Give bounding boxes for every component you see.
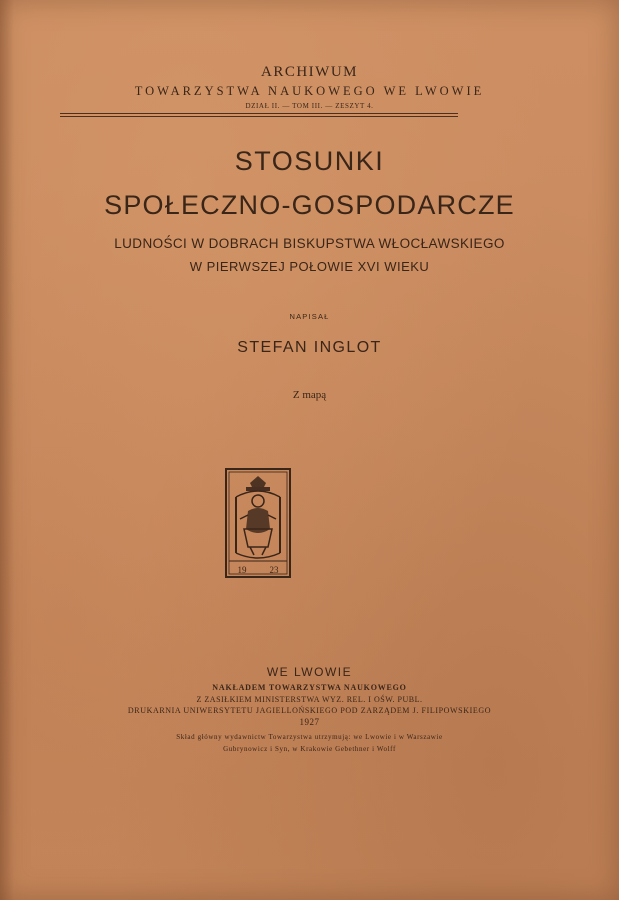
page-shadow-strip	[0, 0, 14, 900]
imprint-year: 1927	[299, 717, 320, 727]
imprint-place: WE LWOWIE	[266, 665, 353, 679]
title-line-1: STOSUNKI	[234, 146, 385, 176]
imprint-publisher-line-2: Z ZASIŁKIEM MINISTERSTWA WYZ. REL. I OŚW. PUBL.	[196, 695, 423, 704]
subtitle-line-2: W PIERWSZEJ POŁOWIE XVI WIEKU	[189, 259, 430, 274]
byline-label: NAPISAŁ	[289, 312, 330, 321]
series-title: ARCHIWUM	[261, 64, 358, 80]
publisher-emblem-icon	[224, 467, 292, 579]
imprint-printer-line: DRUKARNIA UNIWERSYTETU JAGIELLOŃSKIEGO POD ZARZĄDEM J. FILIPOWSKIEGO	[127, 706, 492, 715]
series-subtitle: TOWARZYSTWA NAUKOWEGO WE LWOWIE	[134, 84, 485, 98]
issue-line: DZIAŁ II. — TOM III. — ZESZYT 4.	[245, 102, 374, 110]
header-rule-bottom	[60, 116, 458, 117]
author-name: STEFAN INGLOT	[237, 339, 382, 356]
distribution-line-2: Gubrynowicz i Syn, w Krakowie Gebethner i Wolff	[223, 745, 396, 753]
header-rule-top	[60, 113, 458, 114]
subtitle-line-1: LUDNOŚCI W DOBRACH BISKUPSTWA WŁOCŁAWSKIEGO	[114, 236, 505, 251]
imprint-publisher-line-1: NAKŁADEM TOWARZYSTWA NAUKOWEGO	[212, 683, 407, 692]
emblem-year-right: 23	[269, 565, 279, 575]
map-note: Z mapą	[292, 389, 327, 401]
emblem-year-left: 19	[237, 565, 247, 575]
distribution-line-1: Skład główny wydawnictw Towarzystwa utrzymują: we Lwowie i w Warszawie	[176, 733, 443, 741]
title-line-2: SPOŁECZNO-GOSPODARCZE	[104, 190, 515, 220]
